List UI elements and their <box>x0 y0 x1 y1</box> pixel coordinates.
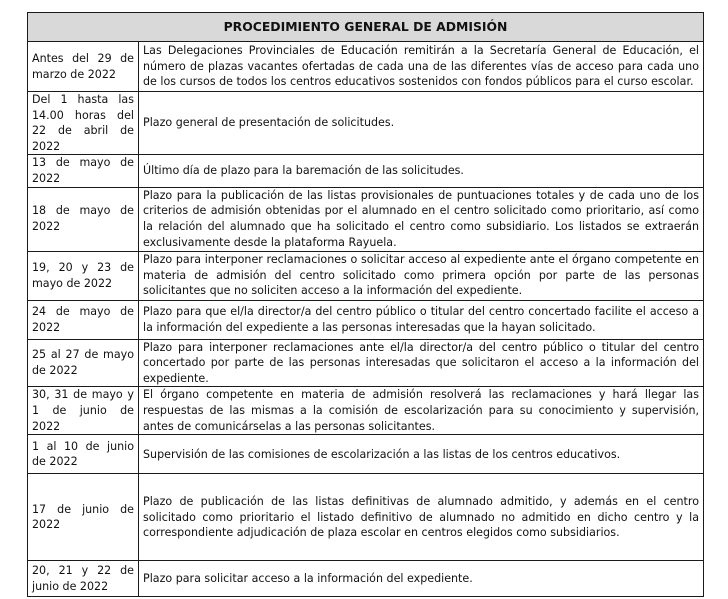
table-row <box>28 92 704 155</box>
table-header-row <box>28 13 704 42</box>
row-description: Las Delegaciones Provinciales de Educación remitirán a la Secretaría General de Educación, el número de plazas vacantes ofertadas de cada una de las diferentes vías de acceso para cada uno de los cursos de todos los centros educativos sostenidos con fondos públicos para el curso escolar. <box>139 42 704 92</box>
row-description: El órgano competente en materia de admisión resolverá las reclamaciones y hará llegar las respuestas de las mismas a la comisión de escolarización para su conocimiento y supervisión, antes de comunicárselas a las personas solicitantes. <box>139 387 704 435</box>
table-title: PROCEDIMIENTO GENERAL DE ADMISIÓN <box>28 13 704 42</box>
row-description: Plazo para que el/la director/a del centro público o titular del centro concertado facilite el acceso a la información del expediente a las personas interesadas que la hayan solicitado. <box>139 300 704 339</box>
row-description: Plazo general de presentación de solicitudes. <box>139 92 704 155</box>
row-description: Plazo de publicación de las listas definitivas de alumnado admitido, y además en el centro solicitado como prioritario el listado definitivo de alumnado no admitido en dicho centro y la correspondiente adjudicación de plaza escolar en centros elegidos como subsidiarios. <box>139 474 704 561</box>
table-row <box>28 300 704 339</box>
row-date: 20, 21 y 22 de junio de 2022 <box>28 561 139 597</box>
row-description: Plazo para interponer reclamaciones ante el/la director/a del centro público o titular del centro concertado por parte de las personas interesadas que solicitaron el acceso a la información del expediente. <box>139 339 704 387</box>
table-row <box>28 339 704 387</box>
table-row <box>28 42 704 92</box>
row-date: 17 de junio de 2022 <box>28 474 139 561</box>
row-date: 18 de mayo de 2022 <box>28 187 139 251</box>
table-row <box>28 251 704 300</box>
row-date: Antes del 29 de marzo de 2022 <box>28 42 139 92</box>
row-date: 13 de mayo de 2022 <box>28 155 139 187</box>
admission-procedure-table <box>27 12 704 597</box>
row-description: Plazo para la publicación de las listas provisionales de puntuaciones totales y de cada uno de los criterios de admisión obtenidas por el alumnado en el centro solicitado como prioritario, así como la relación del alumnado que ha solicitado el centro como subsidiario. Los listados se extraerán exclusivamente desde la plataforma Rayuela. <box>139 187 704 251</box>
row-description: Plazo para interponer reclamaciones o solicitar acceso al expediente ante el órgano competente en materia de admisión del centro solicitado como primera opción por parte de las personas solicitantes que no soliciten acceso a la información del expediente. <box>139 251 704 300</box>
row-date: 25 al 27 de mayo de 2022 <box>28 339 139 387</box>
table-row <box>28 435 704 474</box>
table-row <box>28 155 704 187</box>
row-date: 19, 20 y 23 de mayo de 2022 <box>28 251 139 300</box>
table-row <box>28 387 704 435</box>
row-date: 1 al 10 de junio de 2022 <box>28 435 139 474</box>
row-date: 30, 31 de mayo y 1 de junio de 2022 <box>28 387 139 435</box>
row-date: 24 de mayo de 2022 <box>28 300 139 339</box>
row-description: Último día de plazo para la baremación de las solicitudes. <box>139 155 704 187</box>
row-description: Supervisión de las comisiones de escolarización a las listas de los centros educativos. <box>139 435 704 474</box>
table-row <box>28 474 704 561</box>
table-row <box>28 561 704 597</box>
row-date: Del 1 hasta las 14.00 horas del 22 de abril de 2022 <box>28 92 139 155</box>
table-row <box>28 187 704 251</box>
row-description: Plazo para solicitar acceso a la información del expediente. <box>139 561 704 597</box>
